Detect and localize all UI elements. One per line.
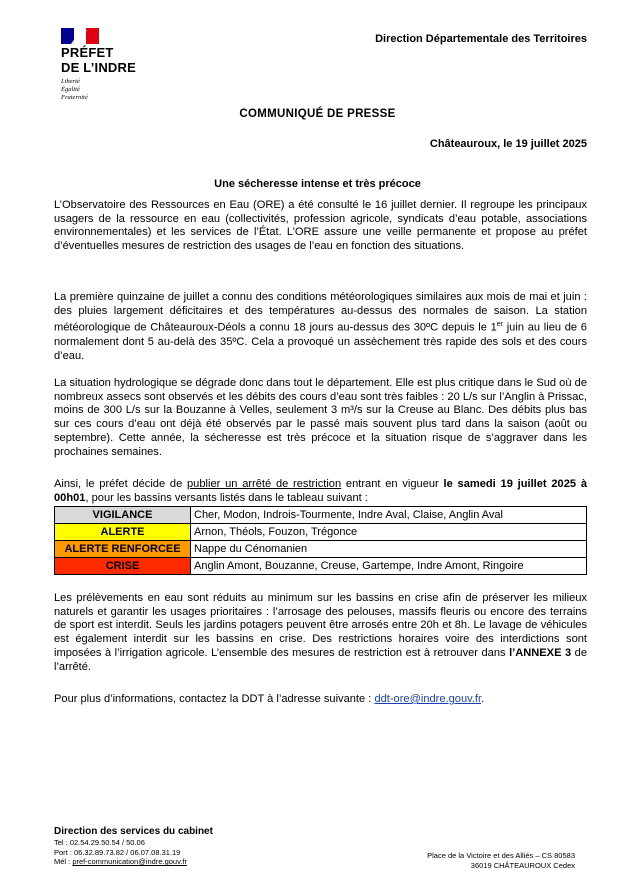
- decision-date: le samedi 19 juillet 2025 à 00h01: [54, 478, 587, 504]
- date-line: Châteauroux, le 19 juillet 2025: [429, 138, 587, 150]
- paragraph-decision: [54, 478, 587, 505]
- footer-address: [427, 851, 575, 871]
- table-row: [55, 558, 587, 575]
- motto-liberte: Liberté: [61, 78, 80, 85]
- restriction-order-link[interactable]: publier un arrêté de restriction: [187, 478, 342, 490]
- footer-mail-link[interactable]: pref-communication@indre.gouv.fr: [72, 857, 187, 867]
- basins-alerte-renforcee: Nappe du Cénomanien: [191, 541, 587, 558]
- decision-text-2: entrant en vigueur: [341, 478, 444, 490]
- marianne-flag-icon: [61, 28, 99, 44]
- headline: Une sécheresse intense et très précoce: [214, 178, 421, 190]
- contact-email-link[interactable]: ddt-ore@indre.gouv.fr: [374, 693, 482, 705]
- paragraph-hydrology: La situation hydrologique se dégrade donc dans tout le département. Elle est plus critique dans le Sud où de nombreux assecs sont observés et les débits des cours d’eau sont très faibles : 20 L/s sur l’Anglin à Prissac, moins de 300 L/s sur la Bouzanne à Velles, seulement 3 m³/s sur la Creuse au Blanc. Des débits plus bas sur ces cours d’eau ont déjà été observés par le passé mais souvent plus tard dans la saison (août ou septembre). Cette année, la sécheresse est très précoce et la situation risque de s’aggraver dans les prochaines semaines.: [54, 377, 587, 458]
- basins-vigilance: Cher, Modon, Indrois-Tourmente, Indre Aval, Claise, Anglin Aval: [191, 507, 587, 524]
- contact-text: Pour plus d’informations, contactez la DDT à l’adresse suivante :: [54, 693, 375, 705]
- document-type: COMMUNIQUÉ DE PRESSE: [239, 108, 396, 120]
- prefect-line-2: DE L’INDRE: [61, 60, 136, 75]
- restriction-table: [54, 506, 587, 575]
- measures-text-1: Les prélèvements en eau sont réduits au minimum sur les bassins en crise afin de préserver les milieux naturels et garantir les usages prioritaires : l’arrosage des pelouses, massifs fleuris ou encore des terrains de sport est interdit. Seuls les jardins potagers peuvent être arrosés entre 20h et 8h. Le lavage de véhicules est également interdit sur les bassins en crise. Des restrictions horaires voire des interdictions sont imposées à l’irrigation agricole. L’ensemble des mesures de restriction est à retrouver dans: [54, 592, 587, 659]
- motto-fraternite: Fraternité: [61, 94, 88, 101]
- weather-sup: er: [496, 321, 503, 329]
- measures-text-2: de l’arrêté.: [54, 646, 588, 673]
- motto-egalite: Égalité: [61, 86, 80, 93]
- prefect-line-1: PRÉFET: [61, 45, 114, 60]
- department-service: Direction Départementale des Territoires: [375, 33, 587, 45]
- paragraph-measures: [54, 592, 587, 674]
- decision-text-3: , pour les bassins versants listés dans le tableau suivant :: [85, 491, 368, 504]
- footer-address-line-1: Place de la Victoire et des Alliés – CS 80583: [427, 851, 575, 860]
- weather-text-a: La première quinzaine de juillet a connu des conditions météorologiques similaires aux mois de mai et juin : des pluies largement déficitaires et des températures au-dessus des normales de saison. La station météorologique de Châteauroux-Déols a connu 18 jours au-dessus des 30ºC depuis le 1: [54, 291, 587, 335]
- level-alerte-renforcee: ALERTE RENFORCEE: [55, 541, 191, 558]
- prefect-title: [61, 45, 181, 75]
- table-row: [55, 507, 587, 524]
- level-crise: CRISE: [55, 558, 191, 575]
- contact-end: .: [481, 693, 485, 705]
- paragraph-ore: L’Observatoire des Ressources en Eau (ORE) a été consulté le 16 juillet dernier. Il regroupe les principaux usagers de la ressource en eau (collectivités, profession agricole, syndicats d’eau potable, associations environnementales) et les services de l’État. L’ORE assure une veille permanente et propose au préfet d’éventuelles mesures de restriction des usages de l’eau en fonction des situations.: [54, 199, 587, 253]
- paragraph-weather: [54, 291, 587, 363]
- footer-mail-label: Mél :: [54, 857, 73, 867]
- decision-text-1: Ainsi, le préfet décide de: [54, 478, 188, 490]
- weather-text-b: juin au lieu de 6 normalement dont 5 au-delà des 35ºC. Cela a provoqué un assèchement très rapide des sols et des cours d’eau.: [54, 322, 587, 362]
- footer-contact: [54, 826, 213, 867]
- level-alerte: ALERTE: [55, 524, 191, 541]
- basins-crise: Anglin Amont, Bouzanne, Creuse, Gartempe, Indre Amont, Ringoire: [191, 558, 587, 575]
- table-row: [55, 541, 587, 558]
- basins-alerte: Arnon, Théols, Fouzon, Trégonce: [191, 524, 587, 541]
- table-row: [55, 524, 587, 541]
- footer-port: Port : 06.32.89.73.82 / 06.07.08.31.19: [54, 847, 181, 857]
- republic-motto: [61, 78, 88, 102]
- footer-title: Direction des services du cabinet: [54, 826, 213, 837]
- level-vigilance: VIGILANCE: [55, 507, 191, 524]
- footer-tel: Tel : 02.54.29.50.54 / 50.06: [54, 838, 145, 847]
- footer-address-line-2: 36019 CHÂTEAUROUX Cedex: [470, 861, 575, 870]
- annex-reference: l’ANNEXE 3: [509, 646, 572, 659]
- footer-mail: [54, 857, 213, 867]
- paragraph-contact: [54, 693, 587, 707]
